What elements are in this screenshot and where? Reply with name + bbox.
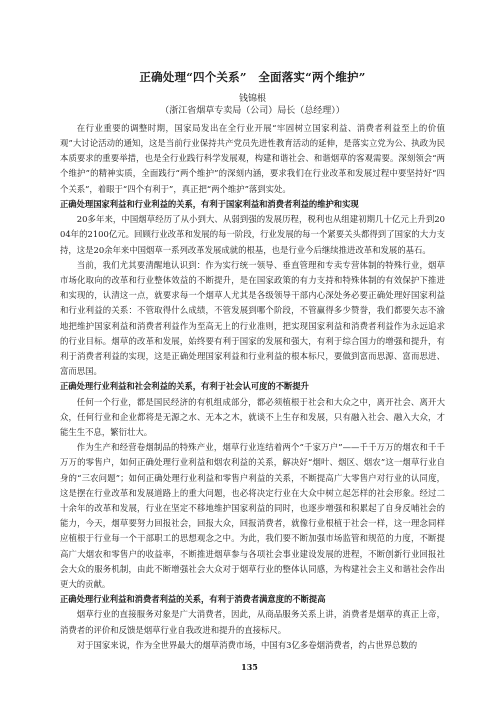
author-affiliation: （浙江省烟草专卖局（公司）局长（总经理）） <box>160 105 345 116</box>
paragraph: 烟草行业的直接服务对象是广大消费者，因此，从商品服务关系上讲，消费者是烟草的真正上帝，消费者的评价和反馈是烟草行业自我改进和提升的直接标尺。 <box>60 609 445 635</box>
paragraph: 对于国家来说，作为全世界最大的烟草消费市场，中国有3亿多卷烟消费者，约占世界总数的 <box>76 639 418 650</box>
intro-paragraph: 在行业重要的调整时期，国家局发出在全行业开展“牢固树立国家利益、消费者利益至上的价值观”大讨论活动的通知，这是当前行业保持共产党员先进性教育活动的延伸，是落实立党为公、执政为民本质要求的重要举措，也是全行业践行科学发展观，构建和谐社会、和谐烟草的客观需要。深刻领会“两个维护”的精神实质，全面践行“两个维护”的深刻内涵，要求我们在行业改革和发展过程中要坚持好“四个关系”，着眼于“四个有利于”，真正把“两个维护”落到实处。 <box>60 122 445 194</box>
paragraph: 作为生产和经营卷烟制品的特殊产业，烟草行业连结着两个“千家万户”——千千万万的烟农和千千万万的零售户，如何正确处理行业利益和烟农利益的关系，解决好“烟叶、烟区、烟农”这一烟草行业自身的“三农问题”；如何正确处理行业利益和零售户利益的关系，不断提高广大零售户对行业的认同度，这是摆在行业改革和发展道路上的重大问题，也必将决定行业在大众中树立起怎样的社会形象。经过二十余年的改革和发展，行业在坚定不移地维护国家利益的同时，也逐步增强和积累起了自身反哺社会的能力，今天，烟草要努力回报社会，回报大众，回报消费者，就像行业根植于社会一样，这一理念同样应植根于行业每一个干部职工的思想观念之中。为此，我们要不断加强市场监管和规范的力度，不断提高广大烟农和零售户的收益率，不断推进烟草参与各项社会事业建设发展的进程，不断创新行业回报社会大众的服务机制，由此不断增强社会大众对于烟草行业的整体认同感，为构建社会主义和谐社会作出更大的贡献。 <box>60 442 445 589</box>
article-title: 正确处理“四个关系” 全面落实“两个维护” <box>139 70 366 84</box>
paragraph: 任何一个行业，都是国民经济的有机组成部分，都必须植根于社会和大众之中，离开社会、离开大众，任何行业和企业都将是无源之水、无本之木，就谈不上生存和发展，只有融入社会、融入大众，才能生生不息，繁衍壮大。 <box>60 396 445 437</box>
author-name: 钱锦根 <box>238 94 266 105</box>
article-body <box>60 70 445 653</box>
paragraph: 20多年来，中国烟草经历了从小到大、从弱到强的发展历程，税利也从组建初期几十亿元上升到2004年的2100亿元。回顾行业改革和发展的每一阶段，行业发展的每一个紧要关头都得到了国家的大力支持，这是20余年来中国烟草一系列改革发展成就的根基，也是行业今后继续推进改革和发展的基石。 <box>60 214 445 255</box>
section-heading-1: 正确处理国家利益和行业利益的关系，有利于国家利益和消费者利益的维护和实现 <box>60 198 359 209</box>
page-number: 135 <box>241 662 258 672</box>
section-heading-3: 正确处理行业利益和消费者利益的关系，有利于消费者满意度的不断提高 <box>60 594 326 605</box>
section-heading-2: 正确处理行业利益和社会利益的关系，有利于社会认可度的不断提升 <box>60 381 309 392</box>
paragraph: 当前，我们尤其要清醒地认识到：作为实行统一领导、垂直管理和专卖专营体制的特殊行业，烟草市场化取向的改革和行业整体效益的不断提升，是在国家政策的有力支持和特殊体制的有效保护下推进和实现的，认清这一点，就要求每一个烟草人尤其是各级领导干部内心深处务必要正确处理好国家利益和行业利益的关系：不管取得什么成绩，不管发展到哪个阶段，不管赢得多少赞誉，我们都要矢志不渝地把维护国家利益和消费者利益作为至高无上的行业准则，把实现国家利益和消费者利益作为永远追求的行业目标。烟草的改革和发展，始终要有利于国家的发展和强大，有利于综合国力的增强和提升，有利于消费者利益的实现，这是正确处理国家利益和行业利益的根本标尺，要做到富而思源、富而思进、富而思国。 <box>60 259 445 377</box>
